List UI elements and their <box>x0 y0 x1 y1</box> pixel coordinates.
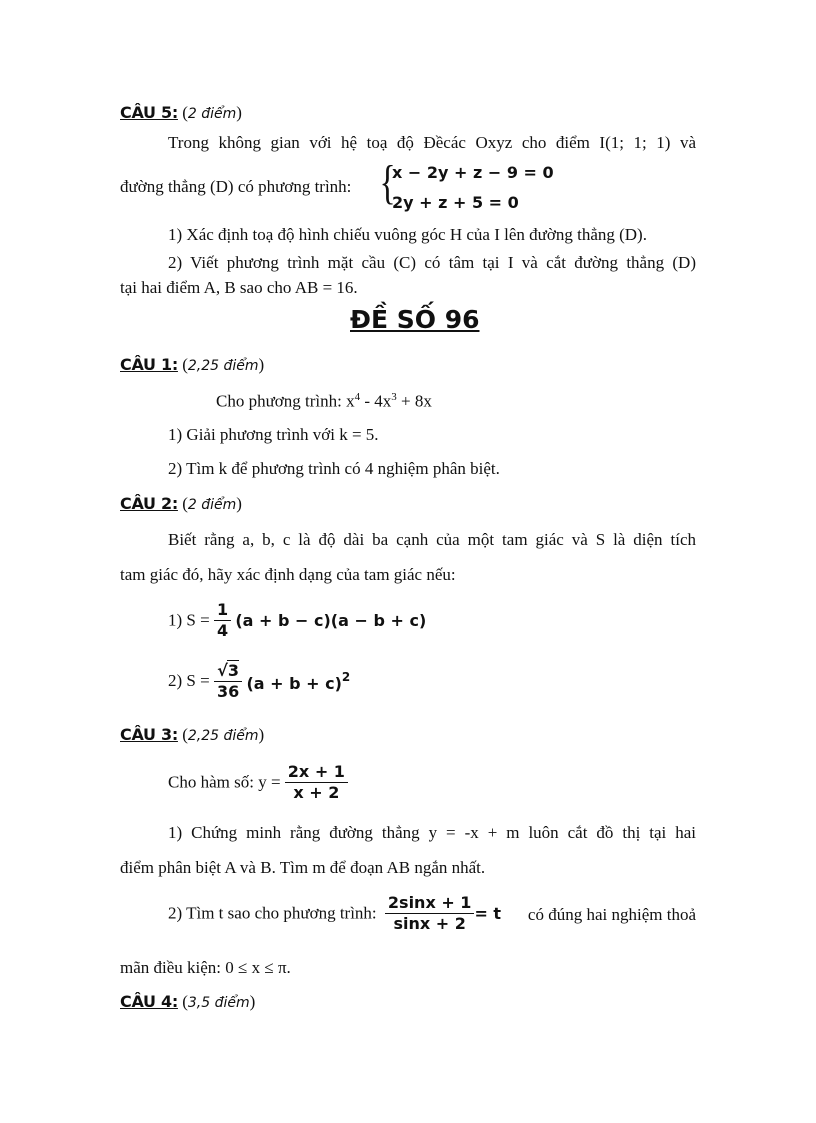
cau3-label: CÂU 3: <box>120 725 178 744</box>
cau4-label: CÂU 4: <box>120 992 178 1011</box>
cau5-line1: Trong không gian với hệ toạ độ Đềcác Oxyz cho điểm I(1; 1; 1) và <box>168 133 696 152</box>
fraction-sinx: $\frac{2\sin x + 1}{\sin x + 2}$ <box>385 893 475 934</box>
cau1-label: CÂU 1: <box>120 355 178 374</box>
cau3-q1a: 1) Chứng minh rằng đường thẳng y = -x + m luôn cắt đồ thị tại hai <box>168 823 696 842</box>
cau2-points: (2 điểm) <box>182 494 242 513</box>
cau4-heading <box>120 992 255 1012</box>
system-brace: { <box>379 156 396 209</box>
cau4-points: (3,5 điểm) <box>182 992 256 1011</box>
cau2-heading <box>120 494 242 514</box>
cau5-points: (2 điểm) <box>182 103 242 122</box>
cau1-heading <box>120 355 264 375</box>
cau3-heading <box>120 725 264 745</box>
fraction-one-quarter: $\frac{1}{4}$ <box>214 600 231 641</box>
cau1-points: (2,25 điểm) <box>182 355 265 374</box>
cau5-heading <box>120 103 242 123</box>
cau3-q1b: điểm phân biệt A và B. Tìm m để đoạn AB ngắn nhất. <box>120 858 486 877</box>
fraction-sqrt3-36: $\frac{√3}{36}$ <box>214 660 242 702</box>
cau5-q1: 1) Xác định toạ độ hình chiếu vuông góc H của I lên đường thẳng (D). <box>168 225 647 244</box>
cau5-line2: đường thẳng (D) có phương trình: <box>120 177 352 196</box>
cau5-label: CÂU 5: <box>120 103 178 122</box>
cau3-function: Cho hàm số: y = $\frac{2x + 1}{x + 2}$ <box>168 762 348 803</box>
cau5-q2b: tại hai điểm A, B sao cho AB = 16. <box>120 278 358 297</box>
cau2-line2: tam giác đó, hãy xác định dạng của tam giác nếu: <box>120 565 456 584</box>
page-title: ĐỀ SỐ 96 <box>350 305 480 334</box>
cau1-q1: 1) Giải phương trình với k = 5. <box>168 425 379 444</box>
cau5-eq1: x − 2y + z − 9 = 0 <box>392 163 554 182</box>
cau2-label: CÂU 2: <box>120 494 178 513</box>
fraction-function: $\frac{2x + 1}{x + 2}$ <box>285 762 348 803</box>
cau3-q2: 2) Tìm t sao cho phương trình: $\frac{2\sin x + 1}{\sin x + 2}$ = t có đúng hai nghiệm thoả <box>168 893 696 933</box>
cau1-equation: Cho phương trình: $x^4 - 4x^3 + 8x$ <box>216 391 432 411</box>
cau2-q1: 1) S = $\frac{1}{4}$ (a + b − c)(a − b + c) <box>168 600 427 640</box>
cau3-q2b: mãn điều kiện: 0 ≤ x ≤ π. <box>120 958 291 977</box>
cau2-line1: Biết rằng a, b, c là độ dài ba cạnh của một tam giác và S là diện tích <box>168 530 696 549</box>
cau5-q2a: 2) Viết phương trình mặt cầu (C) có tâm tại I và cắt đường thẳng (D) <box>168 253 696 272</box>
cau5-eq2: 2y + z + 5 = 0 <box>392 193 519 212</box>
cau3-points: (2,25 điểm) <box>182 725 265 744</box>
sqrt-icon: √ <box>217 661 228 680</box>
cau2-q2: 2) S = $\frac{√3}{36}$ $(a + b + c)^2$ <box>168 661 351 701</box>
cau1-q2: 2) Tìm k để phương trình có 4 nghiệm phân biệt. <box>168 459 500 478</box>
